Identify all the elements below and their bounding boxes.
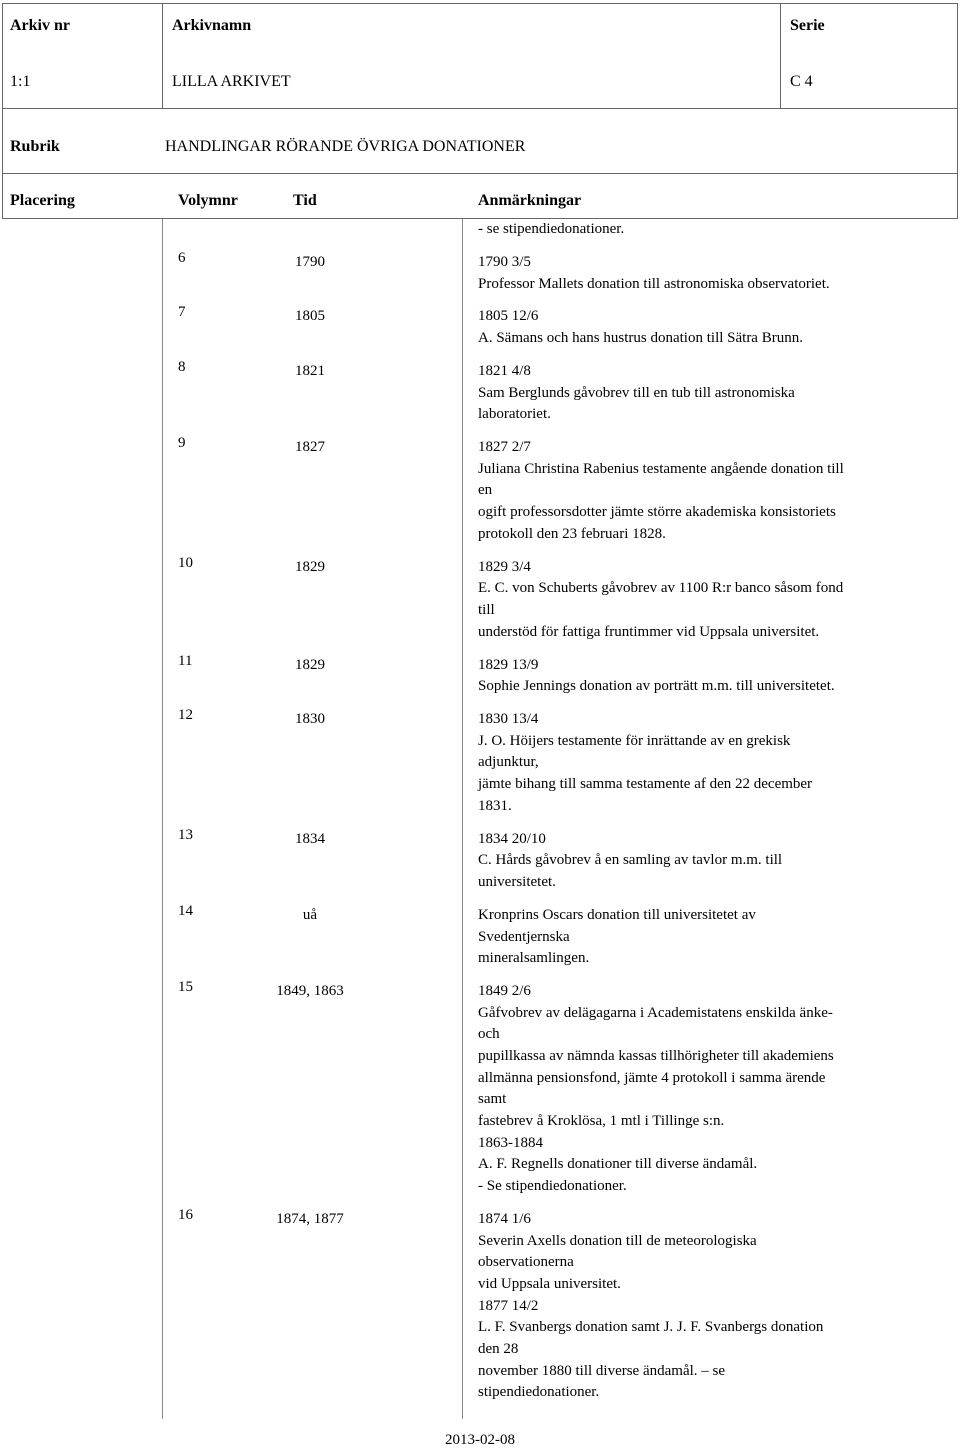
volume-date: 1790 — [295, 253, 325, 270]
footer-date: 2013-02-08 — [445, 1432, 515, 1448]
volume-row — [0, 358, 960, 426]
volume-row — [0, 981, 960, 1198]
volume-date: 1821 — [295, 362, 325, 379]
remark-line: 1831. — [478, 797, 512, 814]
remark-line: L. F. Svanbergs donation samt J. J. F. Svanbergs donation — [478, 1319, 824, 1336]
volume-list — [0, 219, 960, 1404]
volume-date: 1829 — [295, 558, 325, 575]
remark-line: jämte bihang till samma testamente af den 22 december — [478, 776, 813, 793]
volume-number: 16 — [178, 1206, 193, 1223]
remark-line: Severin Axells donation till de meteorologiska — [478, 1232, 757, 1249]
tid-column-header: Tid — [293, 192, 317, 209]
volymnr-column-header: Volymnr — [178, 192, 238, 209]
volume-number: 12 — [178, 707, 193, 724]
arkivnamn-value: LILLA ARKIVET — [172, 73, 291, 90]
volume-date: uå — [302, 906, 318, 923]
volume-row — [0, 826, 960, 894]
remark-line: observationerna — [478, 1254, 574, 1271]
volume-date: 1805 — [295, 308, 325, 325]
remark-line: och — [478, 1026, 500, 1043]
remark-line: understöd för fattiga fruntimmer vid Uppsala universitet. — [478, 623, 820, 640]
volume-row — [0, 652, 960, 698]
remark-line: protokoll den 23 februari 1828. — [478, 525, 666, 542]
volume-number: 9 — [178, 435, 186, 452]
volume-date: 1874, 1877 — [276, 1210, 344, 1227]
volume-remarks — [478, 306, 960, 349]
volume-remarks — [478, 437, 960, 545]
remark-line: 1863-1884 — [478, 1134, 543, 1151]
volume-row — [0, 1206, 960, 1404]
remark-line: allmänna pensionsfond, jämte 4 protokoll i samma ärende — [478, 1069, 826, 1086]
remark-line: Sam Berglunds gåvobrev till en tub till astronomiska — [478, 384, 795, 401]
remark-line: till — [478, 602, 495, 619]
remark-line: vid Uppsala universitet. — [478, 1275, 621, 1292]
remark-line: mineralsamlingen. — [478, 950, 590, 967]
volume-row — [0, 902, 960, 970]
remark-line: universitetet. — [478, 873, 556, 890]
remark-line: 1834 20/10 — [478, 830, 546, 847]
volume-number: 6 — [178, 249, 186, 266]
volume-date: 1827 — [295, 439, 325, 456]
volume-number: 15 — [178, 979, 193, 996]
volume-number: 13 — [178, 826, 193, 843]
volume-remarks — [478, 655, 960, 698]
volume-row — [0, 249, 960, 295]
remark-line: Gåfvobrev av delägagarna i Academistatens enskilda änke- — [478, 1004, 833, 1021]
remark-line: J. O. Höijers testamente för inrättande av en grekisk — [478, 732, 791, 749]
volume-date: 1849, 1863 — [276, 983, 344, 1000]
volume-remarks — [478, 557, 960, 644]
header-border-right — [957, 3, 958, 219]
remark-line: 1805 12/6 — [478, 308, 539, 325]
header-divider — [2, 173, 958, 174]
remark-line: Sophie Jennings donation av porträtt m.m. till universitetet. — [478, 678, 835, 695]
anmarkningar-column-header: Anmärkningar — [478, 192, 582, 209]
remark-line: - Se stipendiedonationer. — [478, 1178, 627, 1195]
remark-line: fastebrev å Kroklösa, 1 mtl i Tillinge s:n. — [478, 1113, 725, 1130]
remark-line: Kronprins Oscars donation till universitetet av — [478, 906, 756, 923]
serie-label: Serie — [790, 17, 825, 34]
arkiv-nr-value: 1:1 — [10, 73, 31, 90]
placering-column-header: Placering — [10, 192, 75, 209]
rubrik-value: HANDLINGAR RÖRANDE ÖVRIGA DONATIONER — [165, 138, 526, 155]
volume-number: 8 — [178, 358, 186, 375]
arkivnamn-label: Arkivnamn — [172, 17, 252, 34]
remark-line: 1821 4/8 — [478, 362, 531, 379]
volume-date: 1830 — [295, 711, 325, 728]
remark-line: Juliana Christina Rabenius testamente angående donation till — [478, 460, 844, 477]
volume-number: 14 — [178, 902, 193, 919]
volume-number: 10 — [178, 554, 193, 571]
remark-line: stipendiedonationer. — [478, 1384, 600, 1401]
remark-line: 1849 2/6 — [478, 983, 531, 1000]
header-column-divider — [780, 3, 781, 108]
volume-remarks — [478, 709, 960, 817]
continued-note: - se stipendiedonationer. — [478, 221, 625, 237]
arkiv-nr-label: Arkiv nr — [10, 17, 70, 34]
volume-remarks — [478, 981, 960, 1198]
remark-line: ogift professorsdotter jämte större akademiska konsistoriets — [478, 504, 836, 521]
header-border-left — [2, 3, 3, 219]
remark-line: samt — [478, 1091, 507, 1108]
volume-remarks — [478, 361, 960, 426]
header-divider — [2, 108, 958, 109]
volume-remarks — [478, 252, 960, 295]
remark-line: A. Sämans och hans hustrus donation till Sätra Brunn. — [478, 330, 803, 347]
remark-line: A. F. Regnells donationer till diverse ändamål. — [478, 1156, 758, 1173]
remark-line: 1877 14/2 — [478, 1297, 539, 1314]
remark-line: 1874 1/6 — [478, 1210, 531, 1227]
serie-value: C 4 — [790, 73, 813, 90]
volume-row — [0, 554, 960, 644]
volume-number: 7 — [178, 304, 186, 321]
header-column-divider — [162, 3, 163, 108]
volume-number: 11 — [178, 652, 193, 669]
remark-line: 1790 3/5 — [478, 253, 531, 270]
volume-remarks — [478, 829, 960, 894]
volume-row — [0, 709, 960, 817]
rubrik-label: Rubrik — [10, 138, 60, 155]
remark-line: 1827 2/7 — [478, 439, 531, 456]
remark-line: C. Hårds gåvobrev å en samling av tavlor m.m. till — [478, 852, 783, 869]
remark-line: 1829 3/4 — [478, 558, 531, 575]
volume-row — [0, 437, 960, 545]
volume-row — [0, 306, 960, 349]
header-border-top — [2, 3, 958, 4]
remark-line: Svedentjernska — [478, 928, 570, 945]
remark-line: E. C. von Schuberts gåvobrev av 1100 R:r banco såsom fond — [478, 580, 844, 597]
remark-line: Professor Mallets donation till astronomiska observatoriet. — [478, 275, 830, 292]
remark-line: adjunktur, — [478, 754, 539, 771]
volume-date: 1829 — [295, 656, 325, 673]
remark-line: 1829 13/9 — [478, 656, 539, 673]
remark-line: november 1880 till diverse ändamål. – se — [478, 1362, 726, 1379]
volume-date: 1834 — [295, 830, 325, 847]
remark-line: laboratoriet. — [478, 406, 551, 423]
remark-line: 1830 13/4 — [478, 711, 539, 728]
volume-remarks — [478, 905, 960, 970]
volume-remarks — [478, 1209, 960, 1404]
remark-line: en — [478, 482, 493, 499]
remark-line: den 28 — [478, 1340, 519, 1357]
remark-line: pupillkassa av nämnda kassas tillhörigheter till akademiens — [478, 1048, 834, 1065]
